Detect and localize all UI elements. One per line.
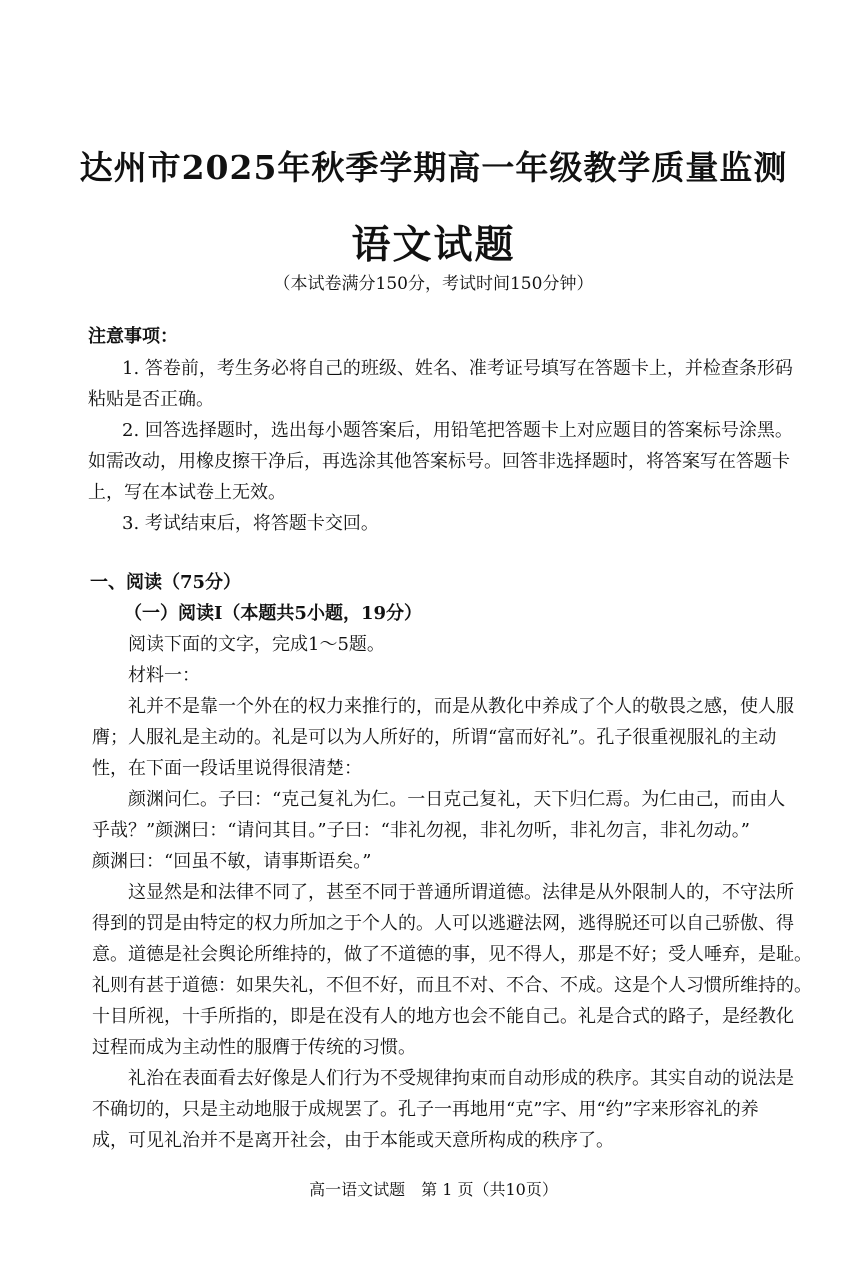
notice-2-line-3: 上，写在本试卷上无效。 <box>88 482 286 503</box>
paragraph-3-line-5: 十目所视，十手所指的，即是在没有人的地方也会不能自己。礼是合式的路子，是经教化 <box>92 1006 794 1027</box>
paragraph-1-line-3: 性，在下面一段话里说得很清楚： <box>92 758 362 779</box>
exam-info-note: （本试卷满分150分，考试时间150分钟） <box>273 274 594 294</box>
paragraph-4-line-2: 不确切的，只是主动地服于成规罢了。孔子一再地用“克”字、用“约”字来形容礼的养 <box>92 1099 759 1120</box>
paragraph-4-line-3: 成，可见礼治并不是离开社会，由于本能或天意所构成的秩序了。 <box>92 1130 614 1151</box>
notices-heading: 注意事项： <box>88 326 178 347</box>
paragraph-3-line-4: 礼则有甚于道德：如果失礼，不但不好，而且不对、不合、不成。这是个人习惯所维持的。 <box>92 975 812 996</box>
subject-title: 语文试题 <box>351 222 516 268</box>
paragraph-3-line-2: 得到的罚是由特定的权力所加之于个人的。人可以逃避法网，逃得脱还可以自己骄傲、得 <box>92 913 794 934</box>
paragraph-4-line-1: 礼治在表面看去好像是人们行为不受规律拘束而自动形成的秩序。其实自动的说法是 <box>128 1068 794 1089</box>
notice-2-line-1: 2. 回答选择题时，选出每小题答案后，用铅笔把答题卡上对应题目的答案标号涂黑。 <box>122 420 793 441</box>
paragraph-2-line-2: 乎哉？”颜渊曰：“请问其目。”子曰：“非礼勿视，非礼勿听，非礼勿言，非礼勿动。” <box>92 820 751 841</box>
page-footer: 高一语文试题 第 1 页（共10页） <box>309 1180 558 1199</box>
paragraph-3-line-6: 过程而成为主动性的服膺于传统的习惯。 <box>92 1037 416 1058</box>
reading-instruction: 阅读下面的文字，完成1～5题。 <box>128 634 385 655</box>
material-label: 材料一： <box>128 665 200 686</box>
paragraph-2-line-3: 颜渊曰：“回虽不敏，请事斯语矣。” <box>92 851 372 872</box>
paragraph-3-line-3: 意。道德是社会舆论所维持的，做了不道德的事，见不得人，那是不好；受人唾弃，是耻。 <box>92 944 812 965</box>
paragraph-3-line-1: 这显然是和法律不同了，甚至不同于普通所谓道德。法律是从外限制人的，不守法所 <box>128 882 794 903</box>
subsection-heading: （一）阅读I（本题共5小题，19分） <box>124 603 422 624</box>
paragraph-1-line-2: 膺；人服礼是主动的。礼是可以为人所好的，所谓“富而好礼”。孔子很重视服礼的主动 <box>92 727 777 748</box>
exam-title: 达州市2025年秋季学期高一年级教学质量监测 <box>79 148 788 187</box>
section-heading: 一、阅读（75分） <box>90 572 242 593</box>
notice-1-line-1: 1. 答卷前，考生务必将自己的班级、姓名、准考证号填写在答题卡上，并检查条形码 <box>122 358 793 379</box>
notice-2-line-2: 如需改动，用橡皮擦干净后，再选涂其他答案标号。回答非选择题时，将答案写在答题卡 <box>88 451 790 472</box>
paragraph-2-line-1: 颜渊问仁。子曰：“克己复礼为仁。一日克己复礼，天下归仁焉。为仁由己，而由人 <box>128 789 786 810</box>
notice-3-line-1: 3. 考试结束后，将答题卡交回。 <box>122 513 379 534</box>
notice-1-line-2: 粘贴是否正确。 <box>88 389 214 410</box>
paragraph-1-line-1: 礼并不是靠一个外在的权力来推行的，而是从教化中养成了个人的敬畏之感，使人服 <box>128 696 794 717</box>
